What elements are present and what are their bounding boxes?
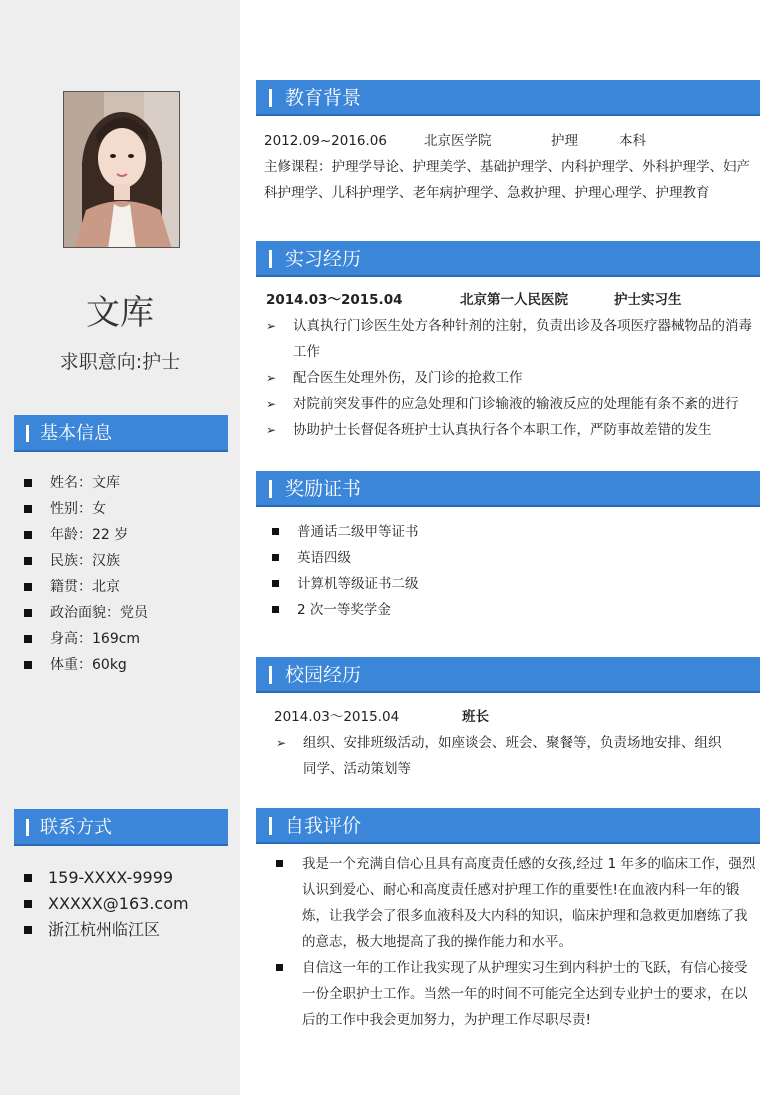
internship-period: 2014.03～2015.04: [266, 292, 403, 308]
list-item: [24, 626, 148, 652]
contact-list: [24, 865, 189, 943]
list-item: [24, 548, 148, 574]
list-item: [272, 545, 351, 571]
education-major: 护理: [551, 133, 578, 149]
square-bullet-icon: [24, 635, 32, 643]
arrow-bullet-icon: ➢: [266, 371, 277, 385]
phone-text: 159-XXXX-9999: [48, 868, 174, 887]
list-item: [272, 519, 419, 545]
square-bullet-icon: [24, 557, 32, 565]
item-text: 组织、安排班级活动，如座谈会、班会、聚餐等，负责场地安排、组织: [303, 735, 722, 751]
internship-role: 护士实习生: [614, 292, 682, 308]
paragraph-item: [276, 851, 760, 955]
list-item: [276, 730, 760, 782]
list-item: [266, 365, 760, 391]
info-text: 民族：汉族: [50, 553, 120, 569]
job-objective: 求职意向:护士: [59, 351, 181, 373]
square-bullet-icon: [24, 609, 32, 617]
info-text: 姓名：文库: [50, 475, 120, 491]
info-text: 身高：169cm: [50, 631, 141, 647]
heading-bar-icon: [269, 666, 272, 684]
item-text: 同学、活动策划等: [303, 761, 411, 777]
item-text: 认真执行门诊医生处方各种针剂的注射，负责出诊及各项医疗器械物品的消毒: [293, 318, 752, 334]
education-degree: 本科: [619, 133, 646, 149]
paragraph-line: 自信这一年的工作让我实现了从护理实习生到内科护士的飞跃，有信心接受: [302, 960, 748, 976]
candidate-name: 文库: [86, 293, 154, 333]
item-text: 工作: [293, 344, 320, 360]
education-school: 北京医学院: [424, 133, 492, 149]
info-text: 籍贯：北京: [50, 579, 120, 595]
education-heading: [256, 80, 760, 116]
award-text: 计算机等级证书二级: [297, 576, 419, 592]
square-bullet-icon: [272, 554, 279, 561]
contact-heading-label: 联系方式: [40, 817, 112, 838]
square-bullet-icon: [24, 531, 32, 539]
list-item: [24, 600, 148, 626]
arrow-bullet-icon: ➢: [276, 736, 287, 750]
email-text: XXXXX@163.com: [48, 894, 189, 913]
list-item: [24, 496, 148, 522]
paragraph-line: 一份全职护士工作。当然一年的时间不可能完全达到专业护士的要求，在以: [302, 986, 748, 1002]
list-item: [24, 574, 148, 600]
square-bullet-icon: [272, 606, 279, 613]
award-text: 英语四级: [297, 550, 351, 566]
self-eval-heading-label: 自我评价: [285, 815, 362, 837]
paragraph-line: 后的工作中我会更加努力，为护理工作尽职尽责!: [302, 1012, 591, 1028]
basic-info-list: [24, 470, 148, 678]
internship-heading: [256, 241, 760, 277]
list-item: [24, 522, 148, 548]
arrow-bullet-icon: ➢: [266, 423, 277, 437]
campus-role: 班长: [462, 709, 489, 725]
paragraph-line: 我是一个充满自信心且具有高度责任感的女孩,经过 1 年多的临床工作，强烈: [302, 856, 756, 872]
list-item: [266, 417, 760, 443]
education-heading-label: 教育背景: [285, 87, 362, 109]
list-item: [24, 652, 148, 678]
basic-info-heading-label: 基本信息: [40, 423, 112, 444]
sidebar: [0, 0, 240, 1095]
heading-bar-icon: [269, 480, 272, 498]
phone-item: [24, 865, 189, 891]
square-bullet-icon: [24, 479, 32, 487]
square-bullet-icon: [272, 528, 279, 535]
square-bullet-icon: [24, 583, 32, 591]
heading-bar-icon: [26, 819, 29, 836]
self-eval-heading: [256, 808, 760, 844]
list-item: [24, 470, 148, 496]
heading-bar-icon: [26, 425, 29, 442]
award-text: 普通话二级甲等证书: [297, 524, 419, 540]
square-bullet-icon: [24, 661, 32, 669]
paragraph-line: 的意志，极大地提高了我的操作能力和水平。: [302, 934, 572, 950]
info-text: 政治面貌：党员: [50, 605, 148, 621]
address-text: 浙江杭州临江区: [48, 920, 161, 939]
awards-heading: [256, 471, 760, 507]
square-bullet-icon: [24, 926, 32, 934]
arrow-bullet-icon: ➢: [266, 397, 277, 411]
info-text: 体重：60kg: [50, 657, 127, 673]
item-text: 配合医生处理外伤，及门诊的抢救工作: [293, 370, 523, 386]
item-text: 协助护士长督促各班护士认真执行各个本职工作，严防事故差错的发生: [293, 422, 712, 438]
heading-bar-icon: [269, 250, 272, 268]
square-bullet-icon: [24, 874, 32, 882]
square-bullet-icon: [24, 505, 32, 513]
profile-photo: [63, 91, 180, 248]
list-item: [266, 313, 760, 365]
heading-bar-icon: [269, 89, 272, 107]
address-item: [24, 917, 189, 943]
list-item: [272, 597, 391, 623]
arrow-bullet-icon: ➢: [266, 319, 277, 333]
awards-heading-label: 奖励证书: [285, 478, 362, 500]
item-text: 对院前突发事件的应急处理和门诊输液的输液反应的处理能有条不紊的进行: [293, 396, 739, 412]
square-bullet-icon: [276, 860, 283, 867]
list-item: [266, 391, 760, 417]
campus-period: 2014.03～2015.04: [274, 709, 400, 725]
heading-bar-icon: [269, 817, 272, 835]
square-bullet-icon: [276, 964, 283, 971]
education-courses-line2: 科护理学、儿科护理学、老年病护理学、急救护理、护理心理学、护理教育: [264, 185, 710, 201]
education-period: 2012.09~2016.06: [264, 133, 387, 149]
info-text: 性别：女: [50, 501, 106, 517]
award-text: 2 次一等奖学金: [297, 602, 391, 618]
square-bullet-icon: [272, 580, 279, 587]
basic-info-heading: [14, 415, 228, 452]
paragraph-line: 认识到爱心、耐心和高度责任感对护理工作的重要性!在血液内科一年的锻: [302, 882, 740, 898]
list-item: [272, 571, 419, 597]
campus-heading-label: 校园经历: [285, 664, 362, 686]
email-item: [24, 891, 189, 917]
education-courses-line1: 主修课程：护理学导论、护理美学、基础护理学、内科护理学、外科护理学、妇产: [264, 159, 750, 175]
paragraph-item: [276, 955, 760, 1033]
internship-hospital: 北京第一人民医院: [460, 292, 568, 308]
campus-heading: [256, 657, 760, 693]
square-bullet-icon: [24, 900, 32, 908]
paragraph-line: 炼，让我学会了很多血液科及大内科的知识，临床护理和急救更加磨练了我: [302, 908, 748, 924]
info-text: 年龄：22 岁: [50, 527, 129, 543]
contact-heading: [14, 809, 228, 846]
internship-heading-label: 实习经历: [285, 248, 362, 270]
